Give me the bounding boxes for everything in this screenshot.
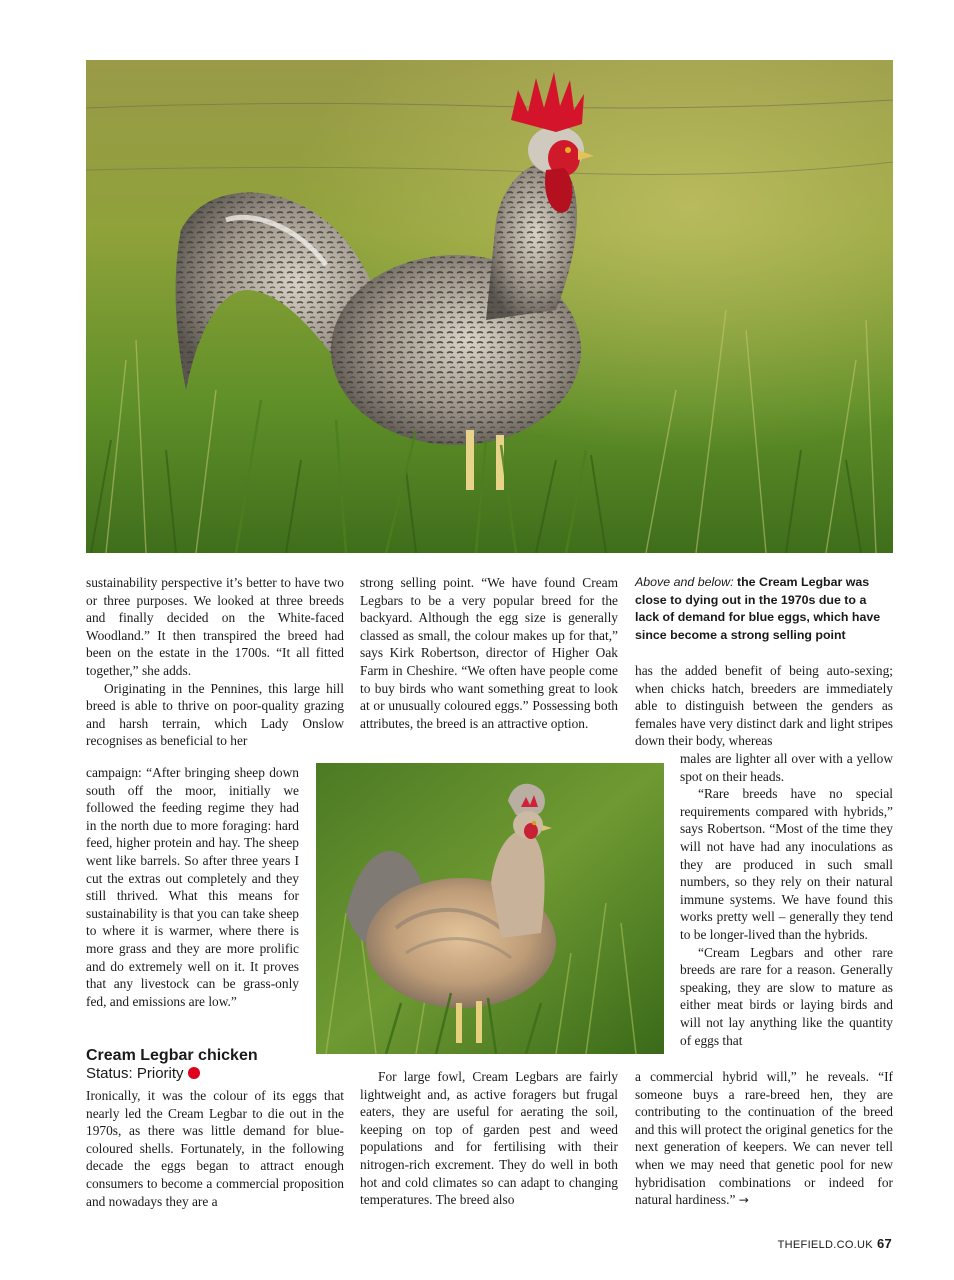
hero-photo-cockerel (86, 60, 893, 553)
column-3-text (635, 662, 893, 750)
paragraph: sustainability perspective it’s better to have two or three purposes. We looked at three breeds and finally decided on the White-faced Woodland.” It then transpired the breed had been on the estate in the 1700s. “It all fitted together,” she adds. (86, 575, 344, 678)
paragraph: “Cream Legbars and other rare breeds are rare for a reason. Generally speaking, they are slow to mature as either meat birds or laying birds and will not lay anything like the quantity of eggs that (680, 944, 893, 1048)
paragraph-text: a commercial hybrid will,” he reveals. “If someone buys a rare-breed hen, they are contributing to the continuation of the breed and this will protect the original genetics for the next generation of keepers. We can never tell when we may need that genetic pool for new hybridisation combinations or indeed for natural hardiness.” (635, 1069, 893, 1208)
paragraph: campaign: “After bringing sheep down south off the moor, initially we followed the feeding regime they had in the north due to more foraging: hard feed, higher protein and hay. The sheep went like barrels. So after three years I cut the extras out completely and they still thrived. What this means for sustainability is that you can take sheep to where it is warmer, where there is more grass and they are more prolific and do extremely well on it. It proves that any livestock can be grass-only fed, and emissions are low.” (86, 765, 299, 1009)
status-dot-icon (188, 1067, 200, 1079)
page-footer (778, 1236, 892, 1251)
column-3-bottom-text (635, 1068, 893, 1210)
paragraph: Originating in the Pennines, this large hill breed is able to thrive on poor-quality grazing and harsh terrain, which Lady Onslow recognises as beneficial to her (86, 680, 344, 749)
paragraph: For large fowl, Cream Legbars are fairly lightweight and, as active foragers but frugal eaters, they are useful for aerating the soil, keeping on top of garden pest and weed populations and for fertilising with their nitrogen-rich excrement. They do well in both hot and cold climates so can adapt to changing temperatures. The breed also (360, 1069, 618, 1208)
column-2-bottom-text (360, 1068, 618, 1209)
paragraph (635, 1068, 893, 1210)
paragraph: strong selling point. “We have found Cream Legbars to be a very popular breed for the backyard. Although the egg size is generally classed as small, the colour makes up for that,” says Kirk Robertson, director of Higher Oak Farm in Cheshire. “We often have people come to buy birds who want something great to look at or unusually coloured eggs.” Possessing both attributes, the breed is an attractive option. (360, 575, 618, 731)
column-3-wrap-text (680, 750, 893, 1049)
paragraph: has the added benefit of being auto-sexing; when chicks hatch, breeders are immediately able to distinguish between the genders as females have very distinct dark and light stripes down their body, whereas (635, 663, 893, 749)
column-1-text (86, 574, 344, 750)
continue-arrow-icon: → (738, 1193, 749, 1208)
inset-photo-hen (316, 763, 664, 1054)
status-line (86, 1065, 344, 1083)
page-number: 67 (876, 1236, 892, 1251)
paragraph: males are lighter all over with a yellow spot on their heads. (680, 751, 893, 784)
column-1-bottom-text (86, 1087, 344, 1210)
status-text: Status: Priority (86, 1065, 184, 1082)
section-heading: Cream Legbar chicken (86, 1047, 258, 1064)
caption-lead: Above and below: (635, 575, 734, 589)
column-1-wrap-text (86, 764, 299, 1010)
column-2-text (360, 574, 618, 732)
section-heading-block (86, 1046, 344, 1083)
site-url: THEFIELD.CO.UK (777, 1239, 873, 1251)
paragraph: “Rare breeds have no special requirements compared with hybrids,” says Robertson. “Most of the time they will not have had any inoculations as they are produced in such small numbers, so they rely on their natural immune systems. We have found this works pretty well – generally they tend to be longer-lived than the hybrids. (680, 786, 893, 942)
photo-caption (635, 574, 893, 644)
paragraph: Ironically, it was the colour of its eggs that nearly led the Cream Legbar to die out in the 1970s, as there was little demand for blue-coloured shells. Fortunately, in the following decade the eggs began to attract enough consumers to become a commercial proposition and nowadays they are a (86, 1088, 344, 1209)
caption-text: the Cream Legbar was close to dying out in the 1970s due to a lack of demand for blue eggs, which have since become a strong selling point (635, 575, 881, 642)
